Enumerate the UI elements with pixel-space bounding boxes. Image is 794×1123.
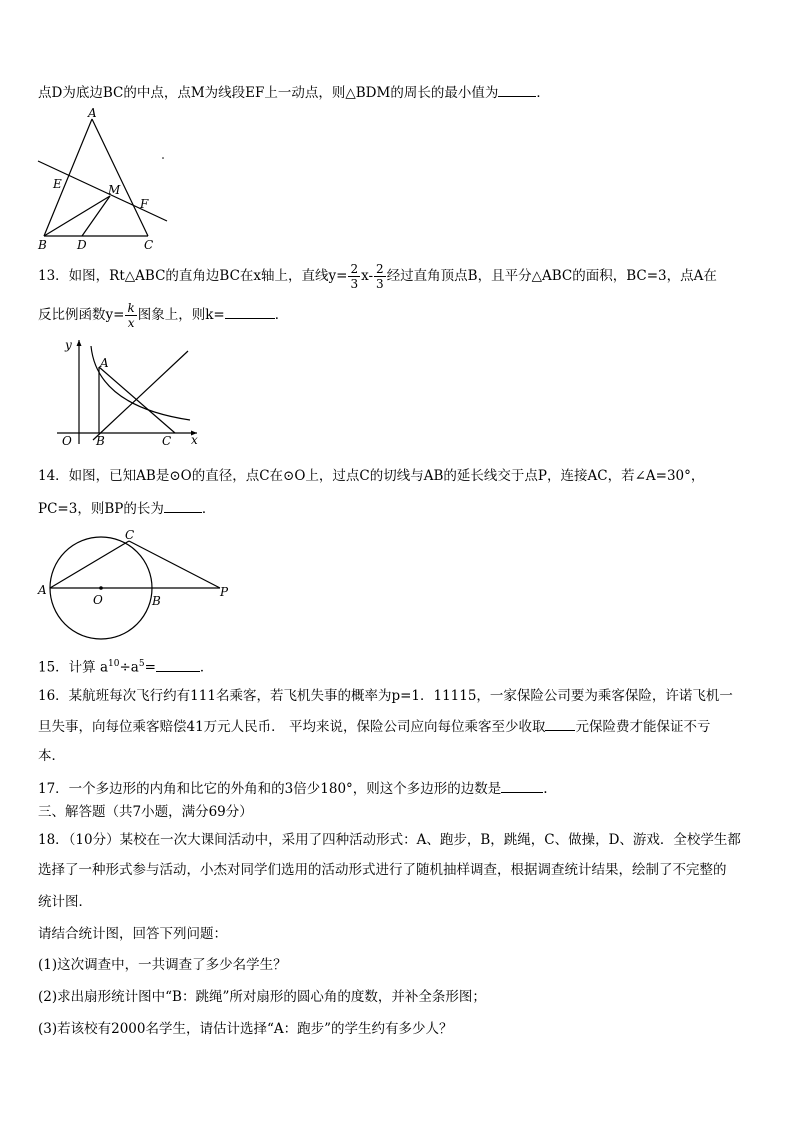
q13-line2-end: ． [274, 307, 289, 323]
q15-text-c: = [144, 659, 156, 676]
q18-sub2: (2)求出扇形统计图中“B：跳绳”所对扇形的圆心角的度数，并补全条形图； [38, 989, 486, 1005]
q16-line1: 16．某航班每次飞行约有111名乘客，若飞机失事的概率为p=1．11115，一家保险公司要为乘客保险，许诺飞机一 [38, 688, 733, 704]
q16-line2-a: 旦失事，向每位乘客赔偿41万元人民币． 平均来说，保险公司应向每位乘客至少收取 [38, 719, 546, 735]
q18-line3: 统计图． [38, 894, 92, 910]
q18-line1: 18．（10分）某校在一次大课间活动中，采用了四种活动形式：A、跑步，B，跳绳，C、做操，D、游戏．全校学生都 [38, 832, 741, 848]
q14-line2-a: PC=3，则BP的长为 [38, 501, 164, 517]
q13-line1-b: x- [361, 268, 374, 284]
q12-label-m: M [108, 183, 121, 197]
q12-label-c: C [144, 238, 154, 252]
q15-text-a: 15．计算 a [38, 659, 109, 676]
q13-line2-b: 图象上，则k= [137, 307, 225, 323]
section3-title: 三、解答题（共7小题，满分69分） [38, 804, 253, 820]
q13-line2 [38, 301, 288, 330]
q17-text-end: . [543, 781, 548, 797]
q14-chord-ac [50, 541, 129, 588]
q16-line2 [38, 716, 710, 737]
q14-line1: 14．如图，已知AB是⊙O的直径，点C在⊙O上，过点C的切线与AB的延长线交于点P，连接AC，若∠A=30°， [38, 468, 705, 484]
q14-line2-end: ． [201, 501, 216, 517]
q12-triangle-figure [30, 106, 180, 254]
q16-line2-b: 元保险费才能保证不亏 [575, 719, 711, 735]
q14-label-b: B [152, 594, 161, 608]
q13-line1-a: 13．如图，Rt△ABC的直角边BC在x轴上，直线y= [38, 268, 348, 284]
q15-exp2: 5 [138, 659, 145, 669]
q12-segment-dm [82, 196, 110, 236]
q12-label-d: D [77, 238, 87, 252]
q12-text-a: 点D为底边BC的中点，点M为线段EF上一动点，则△BDM的周长的最小值为 [38, 85, 499, 101]
q12-segment-bm [44, 196, 110, 236]
q13-line1-c: 经过直角顶点B，且平分△ABC的面积，BC=3，点A在 [386, 268, 717, 284]
q12-text [38, 82, 550, 103]
q18-sub1: (1)这次调查中，一共调查了多少名学生？ [38, 957, 287, 973]
q13-label-a: A [100, 356, 109, 370]
q12-label-f: F [140, 197, 149, 211]
q13-y-arrow [77, 340, 82, 346]
q13-frac2-den: 3 [376, 277, 384, 291]
q14-tangent-cp [129, 541, 220, 588]
q13-label-y: y [65, 338, 72, 352]
q13-frac1-den: 3 [350, 277, 359, 291]
q17-text-a: 17．一个多边形的内角和比它的外角和的3倍少180°，则这个多边形的边数是 [38, 781, 502, 797]
q15-exp1: 10 [108, 659, 120, 669]
q13-fraction-1 [348, 262, 360, 291]
q14-center-point [99, 586, 103, 590]
q17-text [38, 778, 548, 799]
q12-answer-blank[interactable] [498, 82, 536, 97]
q14-circle-figure [34, 526, 234, 640]
q13-label-c: C [162, 434, 172, 448]
q17-answer-blank[interactable] [501, 778, 543, 793]
q12-side-ab [44, 119, 92, 236]
q13-answer-blank[interactable] [225, 304, 275, 319]
q14-label-o: O [93, 593, 103, 607]
q13-frac3-den: x [127, 316, 135, 330]
q13-line2-a: 反比例函数y= [38, 307, 125, 323]
q14-answer-blank[interactable] [164, 498, 202, 513]
q12-label-e: E [53, 177, 62, 191]
q15-answer-blank[interactable] [156, 657, 200, 672]
q14-line2 [38, 498, 215, 519]
q18-line4: 请结合统计图，回答下列问题： [38, 926, 227, 942]
q13-label-x: x [191, 433, 198, 447]
q15-text [38, 654, 213, 678]
q13-frac3-num: k [127, 301, 135, 315]
q13-label-b: B [96, 434, 105, 448]
q13-coordinate-figure [55, 336, 205, 450]
q12-side-ac [92, 119, 148, 236]
q12-label-a: A [88, 106, 97, 120]
q13-fraction-2 [374, 262, 386, 291]
q18-line2: 选择了一种形式参与活动，小杰对同学们选用的活动形式进行了随机抽样调查，根据调查统计结果，绘制了不完整的 [38, 862, 727, 878]
q14-label-a: A [38, 583, 47, 597]
q14-label-p: P [220, 585, 229, 599]
q18-sub3: (3)若该校有2000名学生，请估计选择“A：跑步”的学生约有多少人？ [38, 1021, 453, 1037]
q13-fraction-3 [125, 301, 136, 330]
q13-line1 [38, 262, 717, 291]
q12-text-end: ． [536, 85, 550, 101]
q12-stray-dot [162, 157, 164, 159]
q15-text-b: ÷a [119, 659, 139, 676]
q13-label-o: O [62, 434, 72, 448]
q12-line-ef [38, 161, 167, 221]
q16-line3: 本． [38, 748, 65, 764]
q16-answer-blank[interactable] [545, 716, 575, 731]
q12-label-b: B [38, 238, 47, 252]
q14-label-c: C [125, 528, 135, 542]
q13-frac1-num: 2 [350, 262, 359, 276]
q15-text-end: ． [199, 659, 214, 676]
q13-frac2-num: 2 [376, 262, 384, 276]
